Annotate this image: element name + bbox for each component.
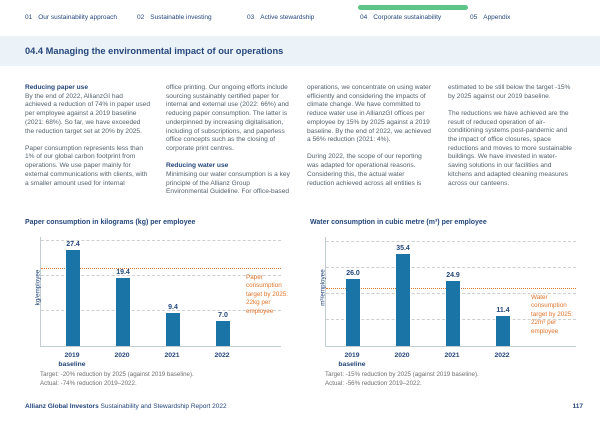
footer-page-number: 117 bbox=[572, 403, 583, 410]
bar-2021 bbox=[446, 281, 460, 346]
chart-title: Water consumption in cubic metre (m³) per employee bbox=[310, 219, 487, 226]
footer-report-title bbox=[25, 403, 227, 410]
footer-brand: Allianz Global Investors bbox=[25, 403, 99, 410]
nav-item-corporate-sustainability[interactable] bbox=[360, 14, 441, 21]
body-paragraph: Minimising our water consumption is a key principle of the Allianz Group Environmental Guideline. For office-based bbox=[166, 170, 290, 196]
x-tick-label: 2021 bbox=[164, 352, 180, 359]
paragraph-heading: Reducing paper use bbox=[25, 84, 89, 91]
nav-item-label: Sustainable investing bbox=[150, 14, 212, 21]
nav-item-number: 04 bbox=[360, 14, 368, 21]
chart-footnote: Target: -15% reduction by 2025 (against 2019 baseline). Actual: -56% reduction 2019–2022. bbox=[325, 371, 479, 387]
chart-title: Paper consumption in kilograms (kg) per employee bbox=[25, 219, 196, 226]
nav-item-sustainable-investing[interactable] bbox=[137, 14, 212, 21]
body-paragraph: Paper consumption represents less than 1% of our global carbon footprint from operations. We use paper mainly for external communications with clients, with a smaller amount used for internal bbox=[25, 144, 148, 187]
footer-report-name: Sustainability and Stewardship Report 2022 bbox=[100, 403, 227, 410]
x-tick-label: 2020 bbox=[114, 352, 130, 359]
x-tick-label: 2022 bbox=[214, 352, 230, 359]
y-axis-label: kg/employee bbox=[34, 269, 42, 306]
chart-footnote: Target: -20% reduction by 2025 (against 2019 baseline). Actual: -74% reduction 2019–2022. bbox=[40, 371, 194, 387]
active-section-indicator bbox=[358, 5, 468, 10]
paragraph-heading: Reducing water use bbox=[166, 162, 229, 170]
chart-plot-area bbox=[34, 237, 289, 347]
nav-item-appendix[interactable] bbox=[470, 14, 510, 21]
bar-value-label: 27.4 bbox=[66, 240, 80, 248]
paper-consumption-chart bbox=[25, 219, 310, 389]
target-annotation: Water consumption target by 2025: 22m³ per employee bbox=[531, 293, 574, 335]
body-paragraph: During 2022, the scope of our reporting was adapted for operational reasons. Considering this, the actual water reduction achieved across all entities is bbox=[307, 153, 422, 187]
nav-item-number: 01 bbox=[25, 14, 33, 21]
text-column-3 bbox=[307, 84, 433, 205]
bar-2019 bbox=[66, 250, 80, 346]
nav-item-number: 03 bbox=[247, 14, 255, 21]
bar-value-label: 11.4 bbox=[496, 307, 510, 315]
nav-item-number: 02 bbox=[137, 14, 145, 21]
bar-2022 bbox=[216, 321, 230, 346]
bar-value-label: 19.4 bbox=[116, 268, 130, 276]
nav-item-number: 05 bbox=[470, 14, 478, 21]
bar-2020 bbox=[396, 254, 410, 346]
body-paragraph: By the end of 2022, AllianzGI had achieved a reduction of 74% in paper used per employee against a 2019 baseline (2021: 68%). So far, we have exceeded the reduction target set at 20% by 2025. bbox=[25, 92, 151, 135]
bar-2021 bbox=[166, 313, 180, 346]
bar-value-label: 9.4 bbox=[168, 303, 178, 311]
nav-item-label: Our sustainability approach bbox=[38, 14, 117, 21]
y-axis-label: m³/employee bbox=[319, 269, 327, 306]
body-columns bbox=[25, 84, 577, 205]
nav-item-label: Corporate sustainability bbox=[373, 14, 442, 21]
x-tick-label: 2020 bbox=[394, 352, 410, 359]
nav-item-label: Active stewardship bbox=[260, 14, 315, 21]
x-tick-label: 2021 bbox=[444, 352, 460, 359]
target-annotation: Paper consumption target by 2025: 22kg per employee bbox=[246, 273, 289, 315]
bar-value-label: 24.9 bbox=[446, 272, 460, 280]
water-consumption-chart bbox=[310, 219, 595, 389]
x-axis-labels bbox=[40, 347, 310, 368]
bar-value-label: 35.4 bbox=[396, 245, 410, 253]
x-tick-label: 2019 baseline bbox=[58, 352, 86, 369]
section-heading: 04.4 Managing the environmental impact of our operations bbox=[25, 46, 284, 56]
bar-value-label: 26.0 bbox=[346, 269, 360, 277]
bar-2020 bbox=[116, 278, 130, 346]
body-paragraph: operations, we concentrate on using water efficiently and considering the impacts of climate change. We have committed to reduce water use in AllianzGI offices per employee by 15% by 2025 against a 2019 baseline. By the end of 2022, we achieved a 56% reduction (2021: 4%). bbox=[307, 84, 431, 144]
nav-item-active-stewardship[interactable] bbox=[247, 14, 314, 21]
body-paragraph: estimated to be still below the target -15% by 2025 against our 2019 baseline. bbox=[448, 84, 571, 100]
body-paragraph: office printing. Our ongoing efforts include sourcing sustainably certified paper for internal and external use (2022: 66%) and reducing paper consumption. The latter is underpinned by increasing digitalisation, including of subscriptions, and paperless office concepts such as the closing of corporate print centres. bbox=[166, 84, 289, 152]
bar-2022 bbox=[496, 316, 510, 346]
text-column-4 bbox=[448, 84, 574, 205]
chart-plot-area bbox=[319, 237, 576, 347]
bar-2019 bbox=[346, 279, 360, 346]
gridline bbox=[326, 241, 576, 242]
x-tick-label: 2022 bbox=[494, 352, 510, 359]
nav-item-our-sustainability-approach[interactable] bbox=[25, 14, 117, 21]
text-column-1 bbox=[25, 84, 151, 205]
x-tick-label: 2019 baseline bbox=[338, 352, 366, 369]
body-paragraph: The reductions we have achieved are the result of reduced operation of air-conditioning systems post-pandemic and the impact of office closures, space reductions and moves to more sustainable buildings. We have invested in water-saving solutions in our facilities and kitchens and adapted cleaning measures across our canteens. bbox=[448, 109, 572, 187]
bar-value-label: 7.0 bbox=[218, 312, 228, 320]
text-column-2 bbox=[166, 84, 292, 205]
gridline bbox=[326, 267, 576, 268]
nav-item-label: Appendix bbox=[483, 14, 511, 21]
x-axis-labels bbox=[325, 347, 595, 368]
section-heading-band bbox=[0, 36, 600, 66]
